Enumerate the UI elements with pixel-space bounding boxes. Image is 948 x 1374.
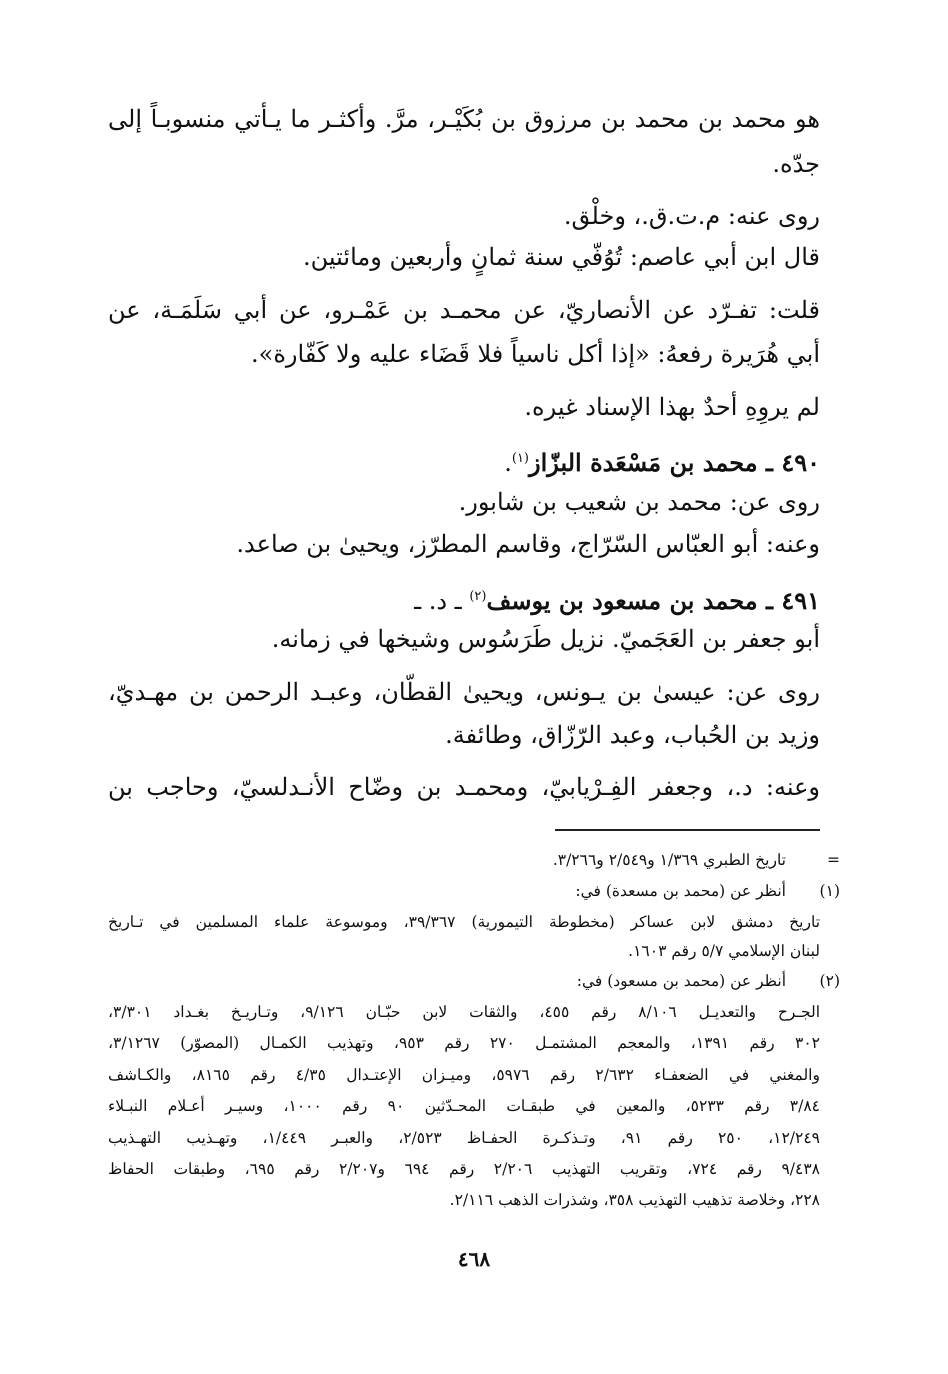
footnote-heading: أنظر عن (محمد بن مسعدة) في: (575, 882, 786, 900)
paragraph-line: هو محمد بن محمد بن مرزوق بن بُكَيْـر، مرَّ. وأكثـر ما يـأتي منسوبـاً إلى (108, 105, 820, 133)
entry-title: ٤٩١ ـ محمد بن مسعود بن يوسف (486, 586, 820, 615)
entry-heading-end: ـ د. ـ (414, 587, 470, 615)
footnote-number: (١) (819, 882, 840, 900)
footnote-line: ١٢/٢٤٩، ٢٥٠ رقم ٩١، وتـذكـرة الحفـاظ ٢/٥٢٣، والعبـر ١/٤٤٩، وتهـذيب التهـذيب (108, 1129, 820, 1147)
paragraph-line: روى عنه: م.ت.ق.، وخلْق. (563, 202, 820, 230)
footnote-line: ٣٠٢ رقم ١٣٩١، والمعجم المشتمـل ٢٧٠ رقم ٩٥٣، وتهذيب الكمـال (المصوّر) ٣/١٢٦٧، (108, 1034, 820, 1052)
footnote-line: ٣/٨٤ رقم ٥٢٣٣، والمعين في طبقـات المحـدّثين ٩٠ رقم ١٠٠٠، وسيـر أعـلام النبـلاء (108, 1097, 820, 1115)
entry-title: ٤٩٠ ـ محمد بن مَسْعَدة البزّاز (529, 448, 820, 477)
page-number: ٤٦٨ (457, 1247, 491, 1271)
paragraph-line: أبو جعفر بن العَجَميّ. نزيل طَرَسُوس وشيخها في زمانه. (271, 625, 820, 653)
paragraph-line: قلت: تفـرّد عن الأنصاريّ، عن محمـد بن عَمْـرو، عن أبي سَلَمَـة، عن (108, 296, 820, 324)
footnote-line: الجـرح والتعديـل ٨/١٠٦ رقم ٤٥٥، والثقات لابن حبّـان ٩/١٢٦، وتـاريـخ بغـداد ٣/٣٠١، (108, 1003, 820, 1021)
entry-heading-490 (504, 443, 820, 479)
paragraph-line: وزيد بن الحُباب، وعبد الرّزّاق، وطائفة. (445, 721, 820, 749)
footnote-line: والمغني في الضعفـاء ٢/٦٣٢ رقم ٥٩٧٦، وميـزان الإعتـدال ٤/٣٥ رقم ٨١٦٥، والكـاشف (108, 1066, 820, 1084)
footnote-ref: (٢) (469, 589, 487, 604)
paragraph-line: وعنه: د.، وجعفر الفِـرْيابيّ، ومحمـد بن وضّاح الأنـدلسيّ، وحاجب بن (108, 773, 820, 801)
paragraph-line: لم يروِهِ أحدٌ بهذا الإسناد غيره. (524, 393, 820, 421)
footnote-line: تاريخ دمشق لابن عساكر (مخطوطة التيمورية) ٣٩/٣٦٧، وموسوعة علماء المسلمين في تـاريخ (108, 913, 821, 931)
paragraph-line: وعنه: أبو العبّاس السّرّاج، وقاسم المطرّز، ويحيىٰ بن صاعد. (236, 530, 820, 558)
paragraph-line: جدّه. (772, 150, 820, 178)
paragraph-line: روى عن: محمد بن شعيب بن شابور. (458, 488, 820, 516)
footnote-number: (٢) (819, 972, 840, 990)
footnote-line: تاريخ الطبري ١/٣٦٩ و٢/٥٤٩ و٣/٢٦٦. (552, 851, 786, 869)
entry-heading-491 (414, 581, 820, 617)
footnote-continuation-mark: = (827, 851, 840, 869)
paragraph-line: قال ابن أبي عاصم: تُوُفّي سنة ثمانٍ وأربعين ومائتين. (303, 243, 820, 271)
footnote-line: ٢٢٨، وخلاصة تذهيب التهذيب ٣٥٨، وشذرات الذهب ٢/١١٦. (449, 1191, 820, 1209)
footnote-line: ٩/٤٣٨ رقم ٧٢٤، وتقريب التهذيب ٢/٢٠٦ رقم ٦٩٤ و٢/٢٠٧ رقم ٦٩٥، وطبقات الحفاظ (108, 1160, 820, 1178)
footnote-heading: أنظر عن (محمد بن مسعود) في: (576, 972, 786, 990)
footnote-line: لبنان الإسلامي ٥/٧ رقم ١٦٠٣. (628, 942, 820, 960)
paragraph-line: روى عن: عيسىٰ بن يـونس، ويحيىٰ القطّان، وعبـد الرحمن بن مهـديّ، (108, 678, 820, 706)
paragraph-line: أبي هُرَيرة رفعهُ: «إذا أكل ناسياً فلا قَضَاء عليه ولا كَفّارة». (251, 340, 820, 368)
footnote-separator (555, 829, 820, 831)
entry-heading-end: . (504, 449, 512, 477)
footnote-ref: (١) (511, 451, 529, 466)
